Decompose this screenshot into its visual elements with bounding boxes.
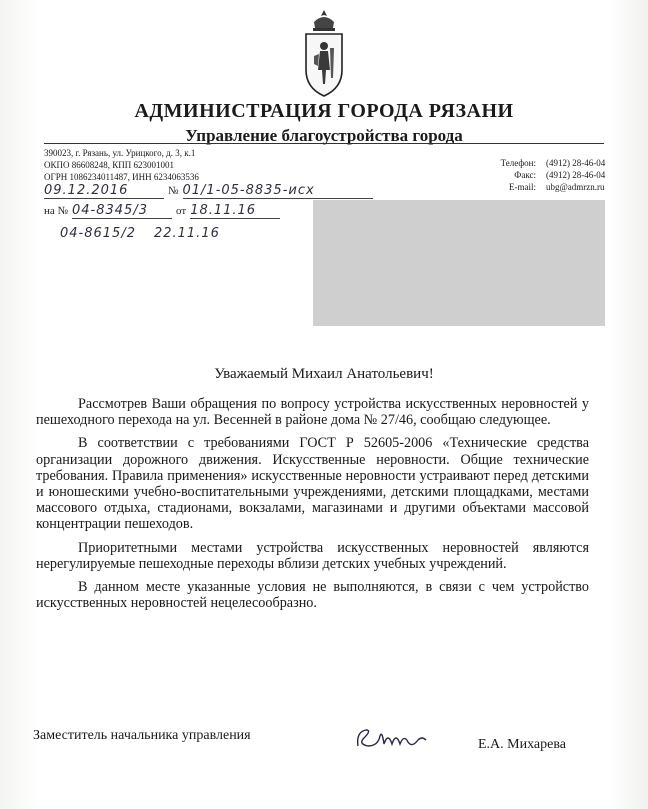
header-divider (44, 143, 604, 144)
reference-date-2: 22.11.16 (153, 226, 220, 241)
ogrn-line: ОГРН 1086234011487, ИНН 6234063536 (44, 172, 199, 182)
contact-value: (4912) 28-46-04 (546, 170, 606, 180)
contact-value: ubg@admrzn.ru (546, 182, 605, 192)
signatory-name: Е.А. Михарева (478, 737, 566, 752)
greeting: Уважаемый Михаил Анатольевич! (214, 366, 434, 382)
org-subtitle: Управление благоустройства города (185, 126, 463, 145)
contacts-block (476, 157, 626, 193)
letter-paragraph: В соответствии с требованиями ГОСТ Р 52605-2006 «Технические средства организации дорожного движения. Искусственные неровности. Общие технические требования. Правила применения» искусственные неровности устраивают перед детскими и юношескими учебно-воспитательными учреждениями, детскими площадками, местами массового отдыха, стадионами, вокзалами, магазинами и другими объектами массовой концентрации пешеходов. (36, 435, 589, 533)
contact-label: E-mail: (509, 182, 536, 192)
contact-fax (476, 169, 626, 181)
handwritten-signature-icon (352, 724, 432, 754)
contact-value: (4912) 28-46-04 (546, 158, 606, 168)
reference-label: на № (44, 205, 69, 217)
signatory-position: Заместитель начальника управления (33, 728, 251, 743)
letter-paragraph: В данном месте указанные условия не выполняются, в связи с чем устройство искусственных неровностей нецелесообразно. (36, 579, 589, 612)
contact-phone (476, 157, 626, 169)
address-block (44, 147, 304, 183)
registration-number-label: № (168, 185, 179, 197)
org-title: АДМИНИСТРАЦИЯ ГОРОДА РЯЗАНИ (134, 100, 514, 122)
reference-line-2 (60, 224, 220, 242)
okpo-line: ОКПО 86608248, КПП 623001001 (44, 160, 175, 170)
registration-date: 09.12.2016 (44, 183, 164, 199)
address-line: 390023, г. Рязань, ул. Урицкого, д. 3, к.1 (44, 148, 196, 158)
reference-date: 18.11.16 (190, 203, 280, 219)
contact-email (476, 181, 626, 193)
reference-from-label: от (176, 205, 187, 217)
registration-number: 01/1-05-8835-исх (183, 183, 373, 199)
contact-label: Телефон: (500, 158, 536, 168)
reference-number: 04-8345/3 (72, 203, 172, 219)
reference-number-2: 04-8615/2 (60, 226, 136, 241)
reference-line (44, 201, 280, 219)
redacted-recipient-block (313, 200, 605, 326)
letter-paragraph: Рассмотрев Ваши обращения по вопросу устройства искусственных неровностей у пешеходного перехода на ул. Весенней в районе дома № 27/46, сообщаю следующее. (36, 396, 589, 429)
coat-of-arms-icon (300, 8, 348, 100)
registration-line (44, 181, 373, 199)
letter-body (36, 396, 589, 618)
contact-label: Факс: (514, 170, 536, 180)
letter-paragraph: Приоритетными местами устройства искусственных неровностей являются нерегулируемые пешеходные переходы вблизи детских учебных учреждений. (36, 539, 589, 572)
